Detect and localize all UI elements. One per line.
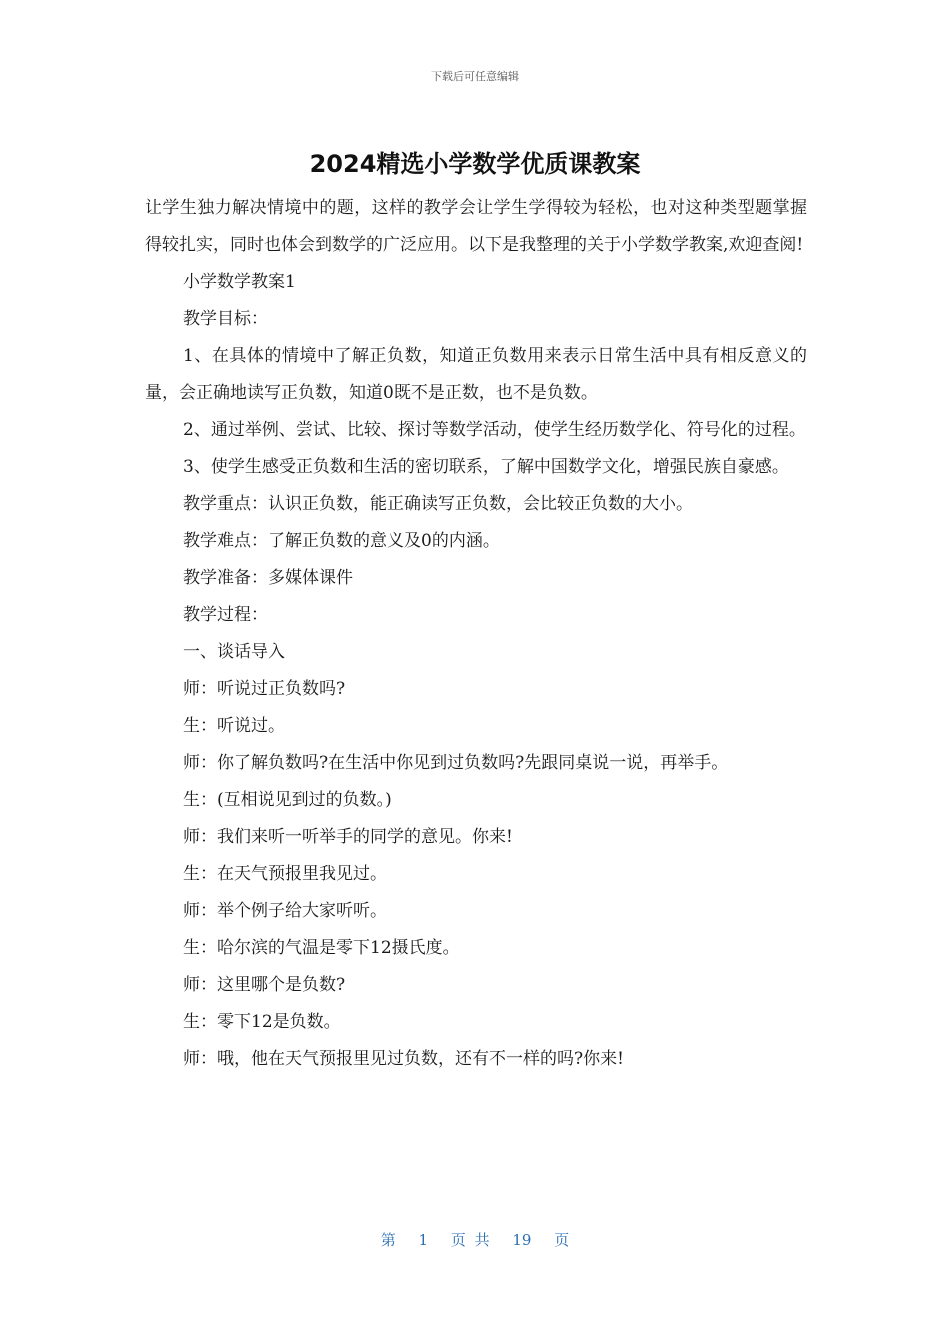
dialogue-line: 师：举个例子给大家听听。	[183, 901, 387, 921]
dialogue-line: 生：听说过。	[183, 716, 285, 736]
dialogue-line: 生：(互相说见到过的负数。)	[183, 790, 392, 810]
difficult-point: 教学难点：了解正负数的意义及0的内涵。	[183, 531, 500, 551]
document-body	[145, 190, 807, 1078]
preparation: 教学准备：多媒体课件	[183, 568, 353, 588]
section-heading: 小学数学教案1	[183, 272, 296, 292]
intro-paragraph: 让学生独力解决情境中的题，这样的教学会让学生学得较为轻松，也对这种类型题掌握得较扎实，同时也体会到数学的广泛应用。以下是我整理的关于小学数学教案,欢迎查阅!	[145, 198, 807, 255]
footer-current-page: 1	[418, 1231, 429, 1249]
process-label: 教学过程：	[183, 605, 268, 625]
objective-item: 3、使学生感受正负数和生活的密切联系，了解中国数学文化，增强民族自豪感。	[183, 457, 789, 477]
objective-item: 1、在具体的情境中了解正负数，知道正负数用来表示日常生活中具有相反意义的量，会正确地读写正负数，知道0既不是正数，也不是负数。	[145, 346, 807, 403]
footer-total-pages: 19	[512, 1231, 532, 1249]
page-footer	[0, 1229, 950, 1250]
dialogue-line: 师：听说过正负数吗?	[183, 679, 346, 699]
dialogue-line: 师：你了解负数吗?在生活中你见到过负数吗?先跟同桌说一说，再举手。	[183, 753, 729, 773]
footer-label-end: 页	[554, 1231, 570, 1249]
dialogue-line: 师：哦，他在天气预报里见过负数，还有不一样的吗?你来!	[183, 1049, 624, 1069]
objectives-label: 教学目标：	[183, 309, 268, 329]
key-point: 教学重点：认识正负数，能正确读写正负数，会比较正负数的大小。	[183, 494, 693, 514]
page-header-note: 下载后可任意编辑	[431, 70, 519, 83]
dialogue-line: 生：哈尔滨的气温是零下12摄氏度。	[183, 938, 460, 958]
dialogue-line: 生：在天气预报里我见过。	[183, 864, 387, 884]
dialogue-line: 师：这里哪个是负数?	[183, 975, 346, 995]
document-title: 2024精选小学数学优质课教案	[309, 150, 641, 178]
step-heading: 一、谈话导入	[183, 642, 285, 662]
footer-label-of: 页 共	[450, 1231, 490, 1249]
objective-item: 2、通过举例、尝试、比较、探讨等数学活动，使学生经历数学化、符号化的过程。	[183, 420, 806, 440]
footer-label-page: 第	[380, 1231, 396, 1249]
dialogue-line: 师：我们来听一听举手的同学的意见。你来!	[183, 827, 513, 847]
dialogue-line: 生：零下12是负数。	[183, 1012, 341, 1032]
